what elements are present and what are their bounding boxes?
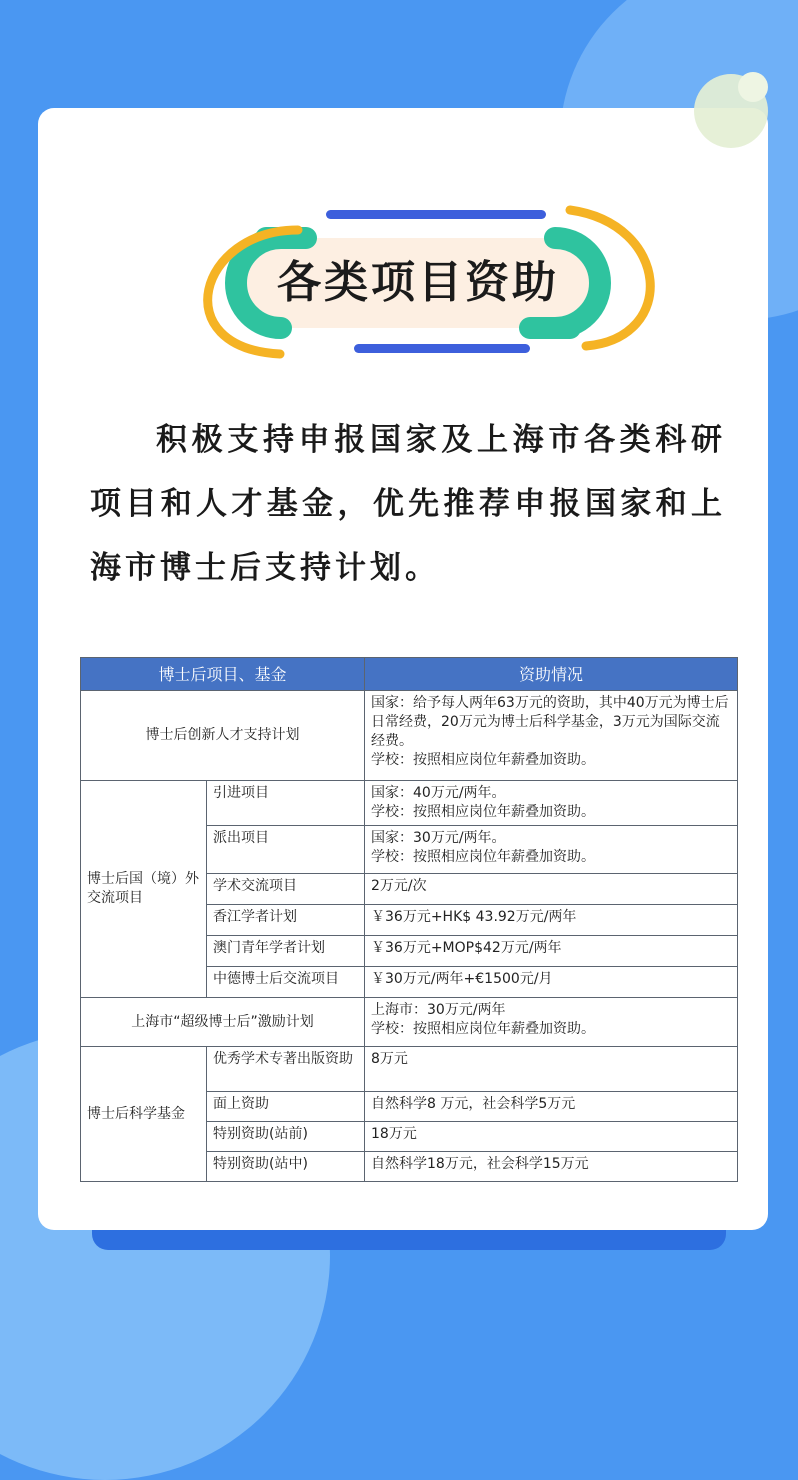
item-name: 学术交流项目 [207,874,365,905]
item-name: 特别资助(站中) [207,1152,365,1182]
funding-detail: 2万元/次 [365,874,738,905]
item-name: 香江学者计划 [207,905,365,936]
item-name: 面上资助 [207,1092,365,1122]
item-name: 优秀学术专著出版资助 [207,1047,365,1092]
item-name: 引进项目 [207,781,365,826]
banner-bottom-line [354,344,530,353]
group-name: 博士后科学基金 [81,1047,207,1182]
program-name: 上海市“超级博士后”激励计划 [81,998,365,1047]
item-name: 派出项目 [207,826,365,874]
table-row [81,998,738,1047]
group-name: 博士后国（境）外交流项目 [81,781,207,998]
decorative-bubble-small [738,72,768,102]
funding-detail: 18万元 [365,1122,738,1152]
funding-detail: 8万元 [365,1047,738,1092]
column-header-program: 博士后项目、基金 [81,658,365,691]
item-name: 澳门青年学者计划 [207,936,365,967]
funding-table [80,657,738,1182]
funding-detail: 上海市：30万元/两年 学校：按照相应岗位年薪叠加资助。 [365,998,738,1047]
table-row [81,781,738,826]
funding-detail: ￥30万元/两年+€1500元/月 [365,967,738,998]
funding-detail: ￥36万元+MOP$42万元/两年 [365,936,738,967]
content-card [38,108,768,1230]
section-banner [158,198,678,368]
funding-detail: 国家：30万元/两年。 学校：按照相应岗位年薪叠加资助。 [365,826,738,874]
funding-detail: 国家：给予每人两年63万元的资助，其中40万元为博士后日常经费，20万元为博士后科学基金，3万元为国际交流经费。 学校：按照相应岗位年薪叠加资助。 [365,691,738,781]
table-row [81,691,738,781]
table-header-row [81,658,738,691]
table-row [81,1047,738,1092]
item-name: 特别资助(站前) [207,1122,365,1152]
intro-paragraph: 积极支持申报国家及上海市各类科研项目和人才基金，优先推荐申报国家和上海市博士后支持计划。 [90,422,726,586]
funding-detail: 自然科学8 万元，社会科学5万元 [365,1092,738,1122]
funding-detail: 国家：40万元/两年。 学校：按照相应岗位年薪叠加资助。 [365,781,738,826]
item-name: 中德博士后交流项目 [207,967,365,998]
banner-top-line [326,210,546,219]
program-name: 博士后创新人才支持计划 [81,691,365,781]
section-title: 各类项目资助 [277,257,559,308]
funding-detail: ￥36万元+HK$ 43.92万元/两年 [365,905,738,936]
column-header-funding: 资助情况 [365,658,738,691]
funding-detail: 自然科学18万元，社会科学15万元 [365,1152,738,1182]
